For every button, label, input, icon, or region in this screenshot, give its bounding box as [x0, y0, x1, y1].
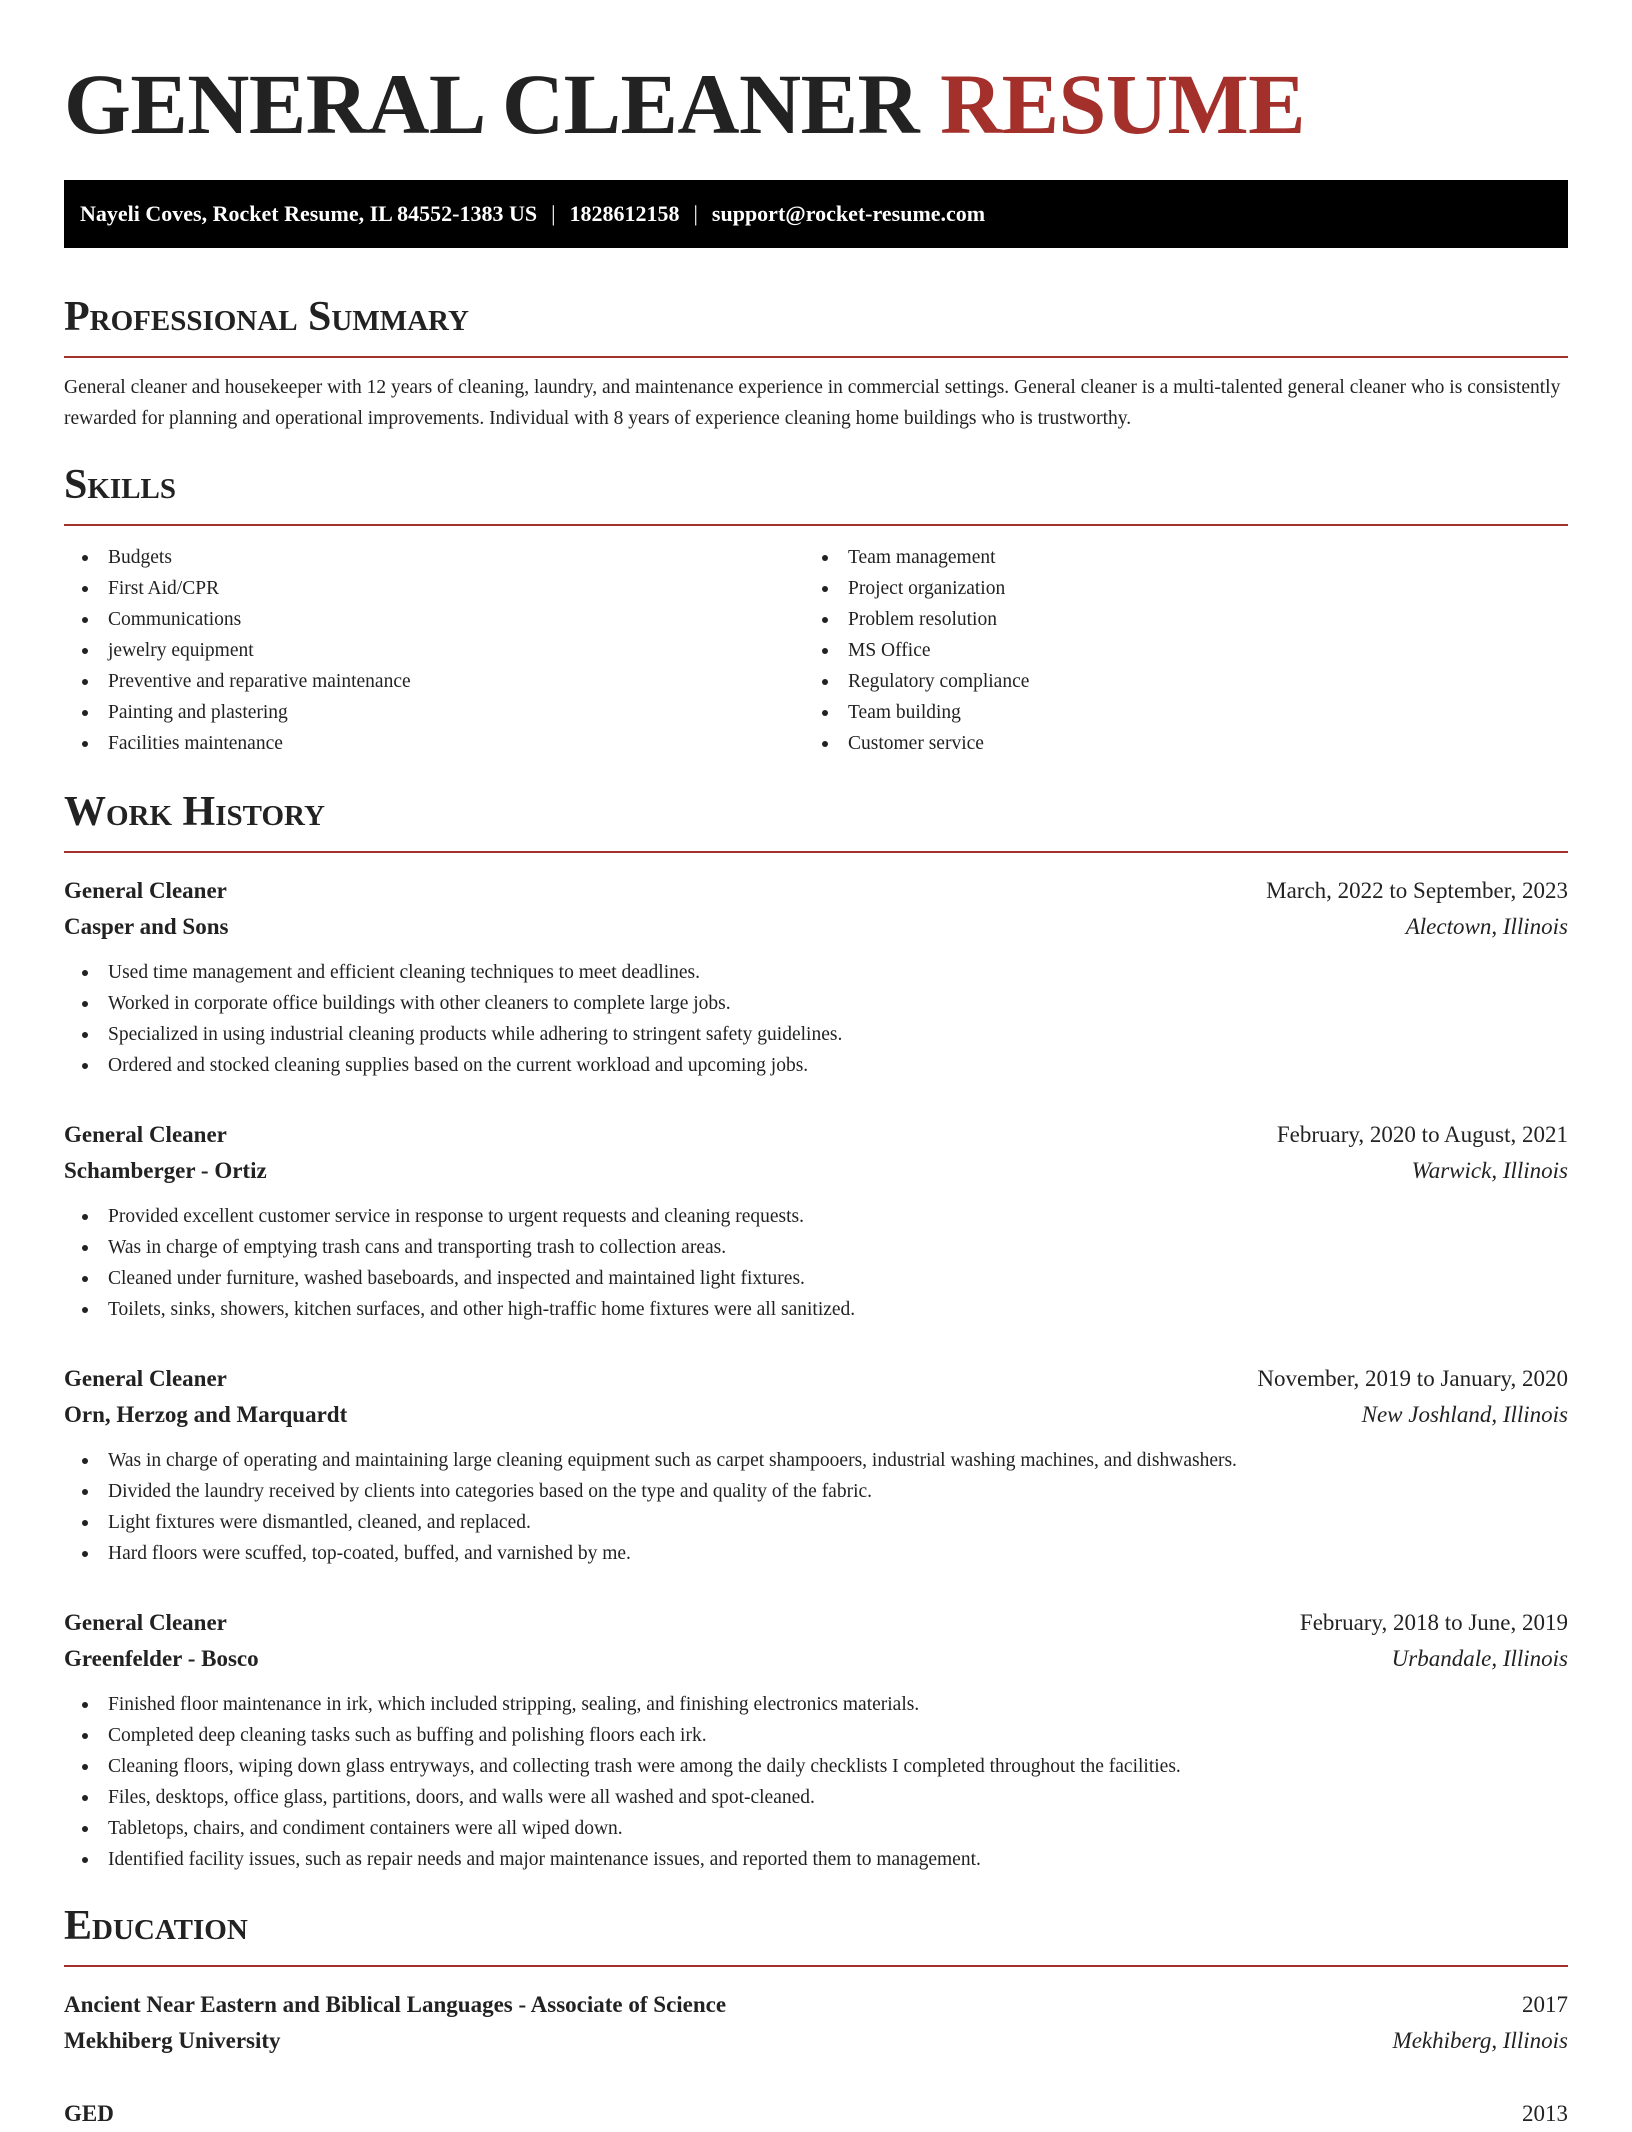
skill-item: Project organization — [804, 573, 1544, 604]
job-bullets — [64, 1689, 1568, 1875]
summary-heading: Professional Summary — [64, 292, 1568, 358]
job-title-row — [64, 873, 1568, 909]
title-accent: RESUME — [940, 56, 1305, 152]
contact-email: support@rocket-resume.com — [711, 201, 986, 226]
education-degree-row — [64, 1987, 1568, 2023]
education-school-row — [64, 2023, 1568, 2059]
job-company: Greenfelder - Bosco — [64, 1646, 259, 1671]
job-dates: March, 2022 to September, 2023 — [1266, 878, 1568, 903]
job-company: Orn, Herzog and Marquardt — [64, 1402, 348, 1427]
job-company: Casper and Sons — [64, 914, 229, 939]
job-title: General Cleaner — [64, 1610, 227, 1635]
skill-item: Facilities maintenance — [64, 728, 804, 759]
job-entry — [64, 873, 1568, 1081]
job-title-row — [64, 1361, 1568, 1397]
job-bullet: Was in charge of operating and maintaining large cleaning equipment such as carpet shampooers, industrial washing machines, and dishwashers. — [64, 1445, 1568, 1476]
contact-separator: | — [551, 201, 556, 226]
job-location: Alectown, Illinois — [1405, 914, 1568, 939]
job-bullet: Identified facility issues, such as repair needs and major maintenance issues, and reported them to management. — [64, 1844, 1568, 1875]
skill-item: MS Office — [804, 635, 1544, 666]
job-bullet: Cleaned under furniture, washed baseboards, and inspected and maintained light fixtures. — [64, 1263, 1568, 1294]
education-entry — [64, 2096, 1568, 2132]
education-school: Mekhiberg University — [64, 2028, 281, 2053]
job-bullet: Light fixtures were dismantled, cleaned, and replaced. — [64, 1507, 1568, 1538]
contact-bar — [64, 180, 1568, 248]
skill-item: Painting and plastering — [64, 697, 804, 728]
skills-column-right — [804, 542, 1544, 759]
job-bullets — [64, 957, 1568, 1081]
job-dates: November, 2019 to January, 2020 — [1257, 1366, 1568, 1391]
education-year: 2017 — [1522, 1992, 1568, 2017]
contact-separator: | — [693, 201, 698, 226]
job-bullet: Ordered and stocked cleaning supplies based on the current workload and upcoming jobs. — [64, 1050, 1568, 1081]
resume-title — [64, 58, 1568, 150]
skills-heading: Skills — [64, 460, 1568, 526]
job-title: General Cleaner — [64, 1122, 227, 1147]
education-degree: Ancient Near Eastern and Biblical Languages - Associate of Science — [64, 1992, 727, 2017]
job-title: General Cleaner — [64, 878, 227, 903]
job-list — [64, 873, 1568, 1875]
skill-item: First Aid/CPR — [64, 573, 804, 604]
skill-item: Preventive and reparative maintenance — [64, 666, 804, 697]
contact-address: Nayeli Coves, Rocket Resume, IL 84552-1383 US — [80, 201, 538, 226]
job-bullet: Toilets, sinks, showers, kitchen surfaces, and other high-traffic home fixtures were all sanitized. — [64, 1294, 1568, 1325]
job-bullets — [64, 1445, 1568, 1569]
skill-item: Customer service — [804, 728, 1544, 759]
job-entry — [64, 1361, 1568, 1569]
job-title: General Cleaner — [64, 1366, 227, 1391]
job-dates: February, 2020 to August, 2021 — [1276, 1122, 1568, 1147]
education-location: Mekhiberg, Illinois — [1392, 2028, 1568, 2053]
job-bullet: Used time management and efficient cleaning techniques to meet deadlines. — [64, 957, 1568, 988]
job-bullet: Cleaning floors, wiping down glass entryways, and collecting trash were among the daily checklists I completed throughout the facilities. — [64, 1751, 1568, 1782]
skill-item: Team management — [804, 542, 1544, 573]
job-dates: February, 2018 to June, 2019 — [1299, 1610, 1568, 1635]
job-title-row — [64, 1117, 1568, 1153]
job-entry — [64, 1117, 1568, 1325]
job-location: Warwick, Illinois — [1411, 1158, 1568, 1183]
education-year: 2013 — [1522, 2101, 1568, 2126]
contact-phone: 1828612158 — [569, 201, 680, 226]
title-main: GENERAL CLEANER — [64, 56, 920, 152]
resume-page — [64, 0, 1568, 2132]
job-bullet: Completed deep cleaning tasks such as buffing and polishing floors each irk. — [64, 1720, 1568, 1751]
education-entry — [64, 1987, 1568, 2059]
skills-grid — [64, 542, 1568, 759]
job-bullet: Divided the laundry received by clients into categories based on the type and quality of the fabric. — [64, 1476, 1568, 1507]
job-bullet: Finished floor maintenance in irk, which included stripping, sealing, and finishing electronics materials. — [64, 1689, 1568, 1720]
education-heading: Education — [64, 1901, 1568, 1967]
education-degree: GED — [64, 2101, 114, 2126]
skill-item: Team building — [804, 697, 1544, 728]
job-bullet: Worked in corporate office buildings with other cleaners to complete large jobs. — [64, 988, 1568, 1019]
work-history-heading: Work History — [64, 787, 1568, 853]
job-company-row — [64, 1641, 1568, 1677]
job-bullets — [64, 1201, 1568, 1325]
skill-item: Regulatory compliance — [804, 666, 1544, 697]
job-entry — [64, 1605, 1568, 1875]
job-location: Urbandale, Illinois — [1391, 1646, 1568, 1671]
job-company: Schamberger - Ortiz — [64, 1158, 267, 1183]
skill-item: Budgets — [64, 542, 804, 573]
summary-text: General cleaner and housekeeper with 12 years of cleaning, laundry, and maintenance experience in commercial settings. General cleaner is a multi-talented general cleaner who is consistently rewarded for planning and operational improvements. Individual with 8 years of experience cleaning home buildings who is trustworthy. — [64, 377, 1561, 429]
skill-item: jewelry equipment — [64, 635, 804, 666]
job-bullet: Files, desktops, office glass, partitions, doors, and walls were all washed and spot-cleaned. — [64, 1782, 1568, 1813]
job-bullet: Provided excellent customer service in response to urgent requests and cleaning requests. — [64, 1201, 1568, 1232]
job-bullet: Was in charge of emptying trash cans and transporting trash to collection areas. — [64, 1232, 1568, 1263]
job-company-row — [64, 1153, 1568, 1189]
job-location: New Joshland, Illinois — [1361, 1402, 1568, 1427]
education-list — [64, 1987, 1568, 2132]
skill-item: Problem resolution — [804, 604, 1544, 635]
job-bullet: Tabletops, chairs, and condiment containers were all wiped down. — [64, 1813, 1568, 1844]
skills-column-left — [64, 542, 804, 759]
skill-item: Communications — [64, 604, 804, 635]
job-bullet: Specialized in using industrial cleaning products while adhering to stringent safety guidelines. — [64, 1019, 1568, 1050]
job-title-row — [64, 1605, 1568, 1641]
job-company-row — [64, 909, 1568, 945]
job-bullet: Hard floors were scuffed, top-coated, buffed, and varnished by me. — [64, 1538, 1568, 1569]
job-company-row — [64, 1397, 1568, 1433]
education-degree-row — [64, 2096, 1568, 2132]
